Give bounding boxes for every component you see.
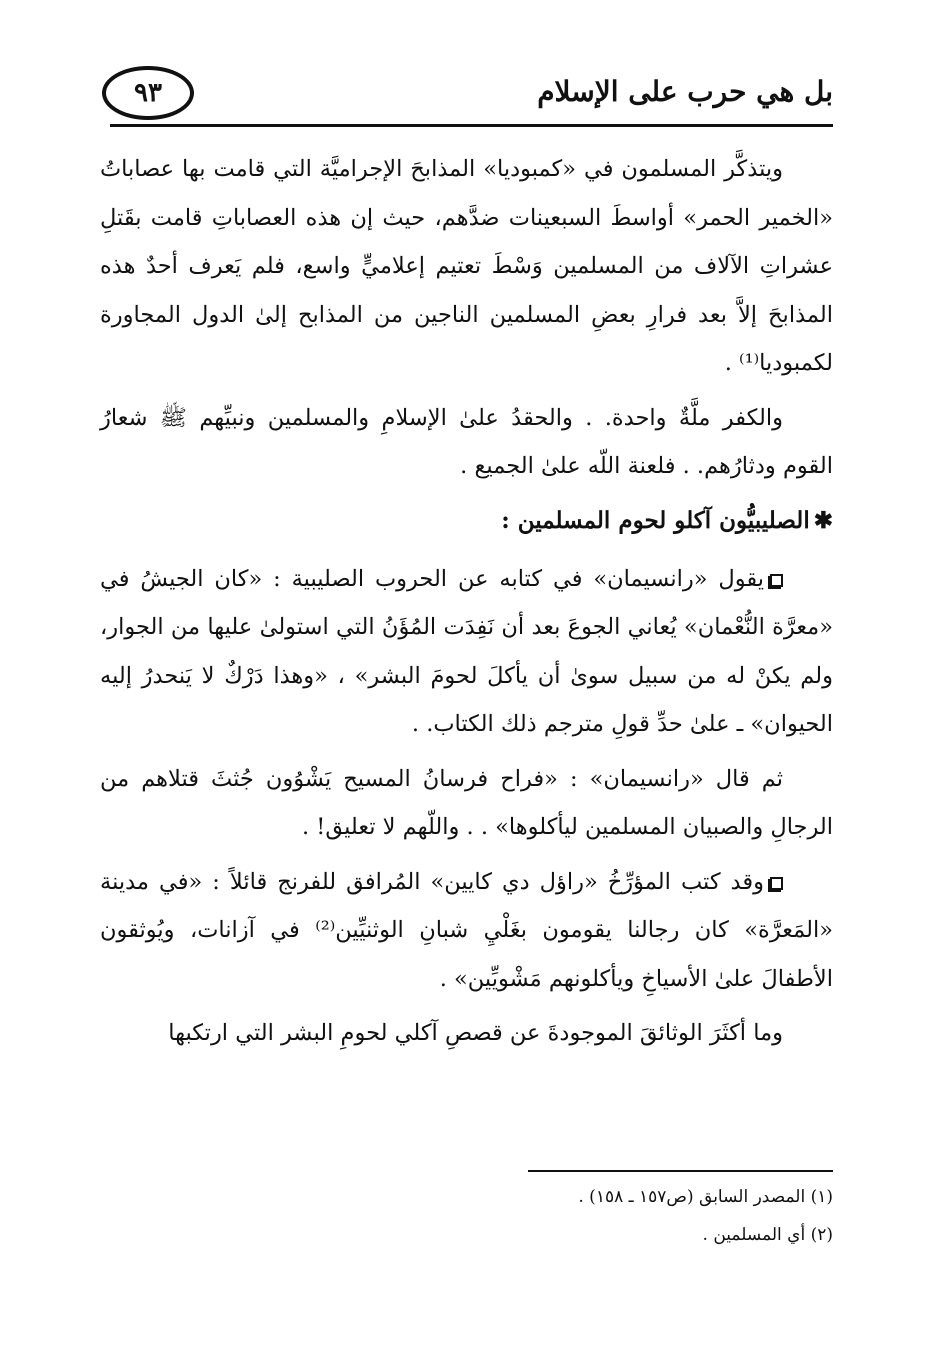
quote-marker-icon — [770, 574, 783, 587]
paragraph-3-text: يقول «رانسيمان» في كتابه عن الحروب الصليبية : «كان الجيشُ في «معرَّة النُّعْمان» يُعاني الجوعَ بعد أن نَفِدَت المُؤَنُ التي استولىٰ عليها من الجوار، ولم يكنْ له من سبيل سوىٰ أن يأكلَ لحومَ البشر» ، «وهذا دَرْكٌ لا يَنحدرُ إليه الحيوان» ـ علىٰ حدِّ قولِ مترجم ذلك الكتاب. . — [100, 565, 833, 737]
section-heading-text: الصليبيُّون آكلو لحوم المسلمين : — [501, 506, 810, 534]
footnote-2: (٢) أي المسلمين . — [702, 1225, 833, 1245]
paragraph-5 — [100, 858, 833, 1004]
paragraph-1: ويتذكَّر المسلمون في «كمبوديا» المذابحَ الإجراميَّة التي قامت بها عصاباتُ «الخمير الحمر» أواسطَ السبعينات ضدَّهم، حيث إن هذه العصاباتِ قامت بقَتلِ عشراتِ الآلاف من المسلمين وَسْطَ تعتيم إعلاميٍّ واسع، فلم يَعرف أحدٌ هذه المذابحَ إلاَّ بعد فرارِ بعضِ المسلمين الناجين من المذابح إلىٰ الدول المجاورة لكمبوديا⁽¹⁾ . — [100, 156, 833, 376]
footnote-1: (١) المصدر السابق (ص١٥٧ ـ ١٥٨) . — [578, 1187, 833, 1207]
paragraph-5-text: وقد كتب المؤرِّخُ «راؤل دي كايين» المُرافق للفرنج قائلاً : «في مدينة «المَعرَّة» كان رجالنا يقومون بغَلْيِ شبانِ الوثنيِّين⁽²⁾ في آزانات، ويُوثقون الأطفالَ علىٰ الأسياخِ ويأكلونهم مَشْويِّين» . — [100, 868, 833, 992]
paragraph-2: والكفر ملَّةٌ واحدة. . والحقدُ علىٰ الإسلامِ والمسلمين ونبيِّهم ﷺ شعارُ القوم ودثارُهم. . فلعنة اللّه علىٰ الجميع . — [100, 404, 833, 479]
header-rule — [110, 124, 833, 127]
main-text — [100, 145, 833, 1064]
paragraph-6: وما أكثَرَ الوثائقَ الموجودةَ عن قصصِ آكلي لحومِ البشر التي ارتكبها — [168, 1020, 783, 1046]
footnotes — [100, 1178, 833, 1254]
paragraph-3 — [100, 555, 833, 749]
quote-marker-icon — [770, 877, 783, 890]
footnote-rule — [528, 1170, 833, 1172]
page-number: ٩٣ — [134, 78, 162, 108]
asterisk-icon: ✱ — [813, 506, 833, 534]
running-title: بل هي حرب على الإسلام — [537, 75, 833, 108]
page-number-badge — [102, 66, 194, 120]
paragraph-4: ثم قال «رانسيمان» : «فراح فرسانُ المسيح يَشْوُون جُثثَ قتلاهم من الرجالِ والصبيان المسلمين ليأكلوها» . . واللّهم لا تعليق! . — [100, 765, 833, 840]
section-heading — [100, 497, 833, 545]
